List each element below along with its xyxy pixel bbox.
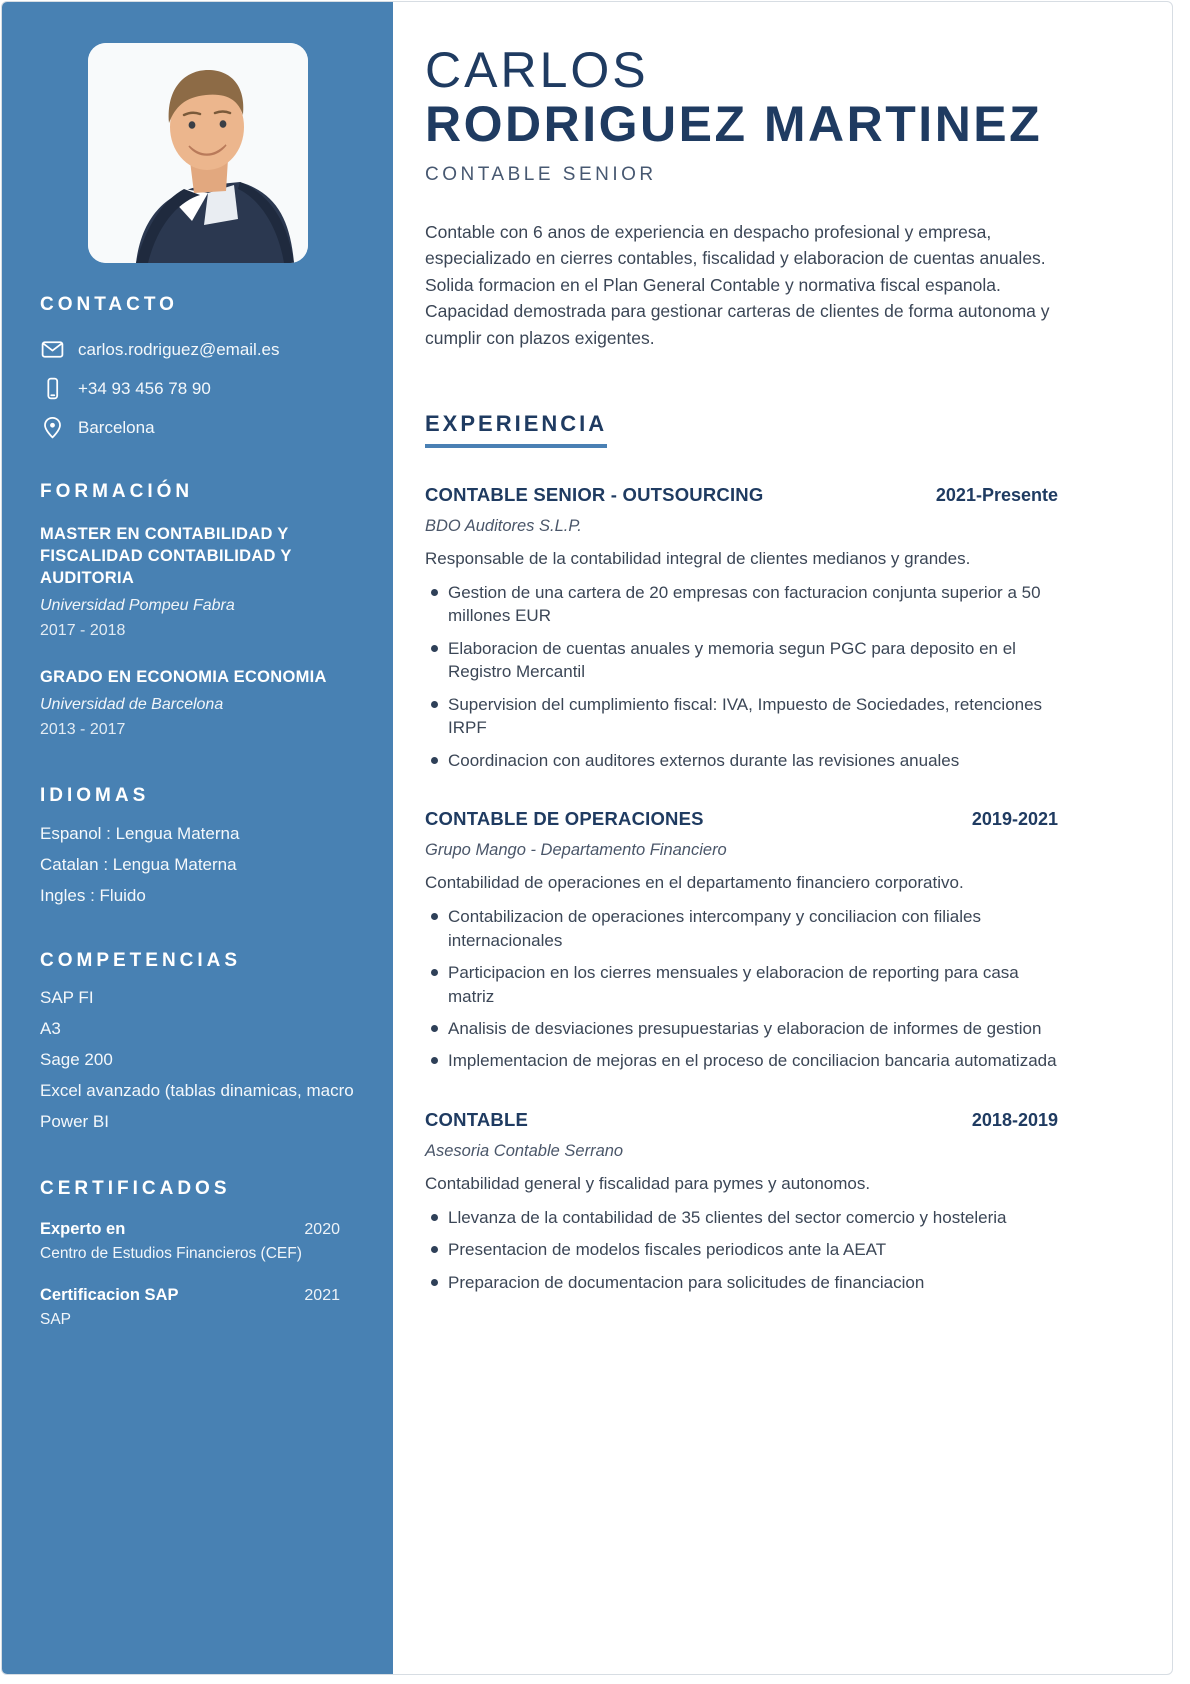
certificate-name: Experto en — [40, 1219, 126, 1238]
skills-heading: COMPETENCIAS — [40, 949, 242, 971]
languages-heading: IDIOMAS — [40, 784, 150, 806]
job-title: CONTABLE DE OPERACIONES — [425, 808, 704, 830]
certificate-year: 2021 — [304, 1286, 340, 1304]
education-title: MASTER EN CONTABILIDAD Y FISCALIDAD CONTABILIDAD Y AUDITORIA — [40, 525, 292, 587]
language-item: Ingles : Fluido — [40, 885, 146, 905]
certificate-org: SAP — [40, 1310, 72, 1328]
contact-email-text: carlos.rodriguez@email.es — [78, 339, 280, 359]
job-bullet: Presentacion de modelos fiscales periodicos ante la AEAT — [425, 1238, 1058, 1261]
resume-page — [1, 1, 1173, 1675]
job-dates: 2019-2021 — [971, 809, 1058, 830]
sidebar — [2, 2, 393, 1674]
job-bullet-list — [425, 1206, 1058, 1294]
job-bullet: Elaboracion de cuentas anuales y memoria segun PGC para deposito en el Registro Mercantil — [425, 637, 1058, 684]
language-item: Catalan : Lengua Materna — [40, 854, 237, 874]
education-entry — [40, 524, 342, 640]
contact-phone-text: +34 93 456 78 90 — [78, 378, 211, 398]
profile-photo-illustration — [88, 43, 308, 263]
job-bullet: Gestion de una cartera de 20 empresas con facturacion conjunta superior a 50 millones EUR — [425, 581, 1058, 628]
education-school: Universidad Pompeu Fabra — [40, 596, 235, 614]
skill-item: Sage 200 — [40, 1049, 113, 1069]
location-icon — [40, 415, 65, 440]
skill-item: A3 — [40, 1018, 61, 1038]
contact-heading: CONTACTO — [40, 294, 178, 315]
education-dates: 2013 - 2017 — [40, 720, 126, 738]
experience-entry — [425, 1109, 1058, 1294]
job-description: Contabilidad general y fiscalidad para pymes y autonomos. — [425, 1173, 871, 1193]
contact-list — [40, 337, 393, 440]
email-icon — [40, 337, 65, 362]
certificate-org: Centro de Estudios Financieros (CEF) — [40, 1244, 302, 1262]
job-description: Contabilidad de operaciones en el departamento financiero corporativo. — [425, 873, 964, 893]
contact-location-text: Barcelona — [78, 417, 155, 437]
profile-summary: Contable con 6 anos de experiencia en despacho profesional y empresa, especializado en cierres contables, fiscalidad y elaboracion de cuentas anuales. Solida formacion en el Plan General Contable y normativa fiscal espanola. Capacidad demostrada para gestionar carteras de clientes de forma autonoma y cumplir con plazos exigentes. — [425, 221, 1050, 348]
certificate-name: Certificacion SAP — [40, 1285, 179, 1304]
certificate-year: 2020 — [304, 1220, 340, 1238]
job-role-subtitle: CONTABLE SENIOR — [425, 163, 657, 185]
experience-heading: EXPERIENCIA — [425, 411, 607, 448]
job-bullet: Supervision del cumplimiento fiscal: IVA, Impuesto de Sociedades, retenciones IRPF — [425, 693, 1058, 740]
first-name: CARLOS — [425, 42, 649, 98]
job-bullet: Analisis de desviaciones presupuestarias y elaboracion de informes de gestion — [425, 1017, 1058, 1040]
contact-location — [40, 415, 393, 440]
certificates-heading: CERTIFICADOS — [40, 1177, 231, 1199]
job-bullet: Preparacion de documentacion para solicitudes de financiacion — [425, 1271, 1058, 1294]
certificate-entry — [40, 1220, 340, 1263]
education-entry — [40, 667, 342, 739]
job-bullet: Implementacion de mejoras en el proceso de conciliacion bancaria automatizada — [425, 1049, 1058, 1072]
education-heading: FORMACIÓN — [40, 481, 194, 502]
skill-item: SAP FI — [40, 987, 94, 1007]
job-company: Grupo Mango - Departamento Financiero — [425, 841, 727, 860]
language-item: Espanol : Lengua Materna — [40, 823, 240, 843]
job-bullet-list — [425, 581, 1058, 772]
job-dates: 2021-Presente — [935, 484, 1058, 505]
skill-item: Power BI — [40, 1111, 109, 1131]
job-title: CONTABLE SENIOR - OUTSOURCING — [425, 483, 764, 505]
certificate-entry — [40, 1286, 340, 1329]
job-title: CONTABLE — [425, 1108, 528, 1130]
education-dates: 2017 - 2018 — [40, 621, 126, 639]
contact-email — [40, 337, 393, 362]
skills-list — [40, 988, 393, 1132]
profile-photo — [88, 43, 308, 263]
experience-entry — [425, 484, 1058, 772]
experience-entry — [425, 808, 1058, 1073]
last-name: RODRIGUEZ MARTINEZ — [425, 95, 1043, 152]
phone-icon — [40, 376, 65, 401]
skill-item: Excel avanzado (tablas dinamicas, macro — [40, 1080, 354, 1100]
contact-phone — [40, 376, 393, 401]
job-dates: 2018-2019 — [971, 1109, 1058, 1130]
languages-list — [40, 824, 393, 906]
main-content — [425, 2, 1058, 1294]
job-description: Responsable de la contabilidad integral de clientes medianos y grandes. — [425, 548, 971, 568]
education-school: Universidad de Barcelona — [40, 695, 224, 713]
job-company: BDO Auditores S.L.P. — [425, 516, 582, 535]
job-company: Asesoria Contable Serrano — [425, 1141, 624, 1160]
job-bullet: Contabilizacion de operaciones intercompany y conciliacion con filiales internacionales — [425, 905, 1058, 952]
job-bullet: Participacion en los cierres mensuales y elaboracion de reporting para casa matriz — [425, 961, 1058, 1008]
job-bullet-list — [425, 905, 1058, 1073]
education-title: GRADO EN ECONOMIA ECONOMIA — [40, 667, 327, 686]
job-bullet: Llevanza de la contabilidad de 35 clientes del sector comercio y hosteleria — [425, 1206, 1058, 1229]
job-bullet: Coordinacion con auditores externos durante las revisiones anuales — [425, 749, 1058, 772]
